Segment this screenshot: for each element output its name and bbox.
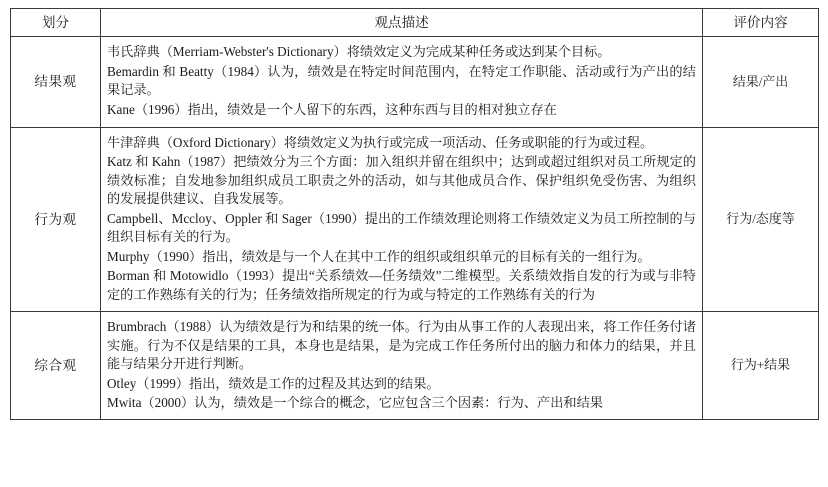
description-paragraph: 韦氏辞典（Merriam-Webster's Dictionary）将绩效定义为完成某种任务或达到某个目标。	[107, 44, 611, 60]
cell-description	[101, 311, 703, 419]
table-body	[11, 37, 819, 420]
table-row	[11, 127, 819, 311]
description-paragraph: Otley（1999）指出，绩效是工作的过程及其达到的结果。	[107, 375, 440, 391]
header-description: 观点描述	[101, 9, 703, 37]
cell-description	[101, 37, 703, 127]
table-row	[11, 37, 819, 127]
description-paragraph: Bemardin 和 Beatty（1984）认为，绩效是在特定时间范围内，在特定工作职能、活动或行为产出的结果记录。	[107, 63, 696, 98]
cell-evaluation: 结果/产出	[703, 37, 819, 127]
header-evaluation: 评价内容	[703, 9, 819, 37]
table-header-row	[11, 9, 819, 37]
description-paragraph: Mwita（2000）认为，绩效是一个综合的概念，它应包含三个因素：行为、产出和结果	[107, 394, 603, 410]
description-paragraph: Kane（1996）指出，绩效是一个人留下的东西，这种东西与目的相对独立存在	[107, 101, 557, 117]
cell-division: 行为观	[11, 127, 101, 311]
table-row	[11, 311, 819, 419]
cell-division: 结果观	[11, 37, 101, 127]
description-paragraph: Borman 和 Motowidlo（1993）提出“关系绩效—任务绩效”二维模型。关系绩效指自发的行为或与非特定的工作熟练有关的行为；任务绩效指所规定的行为或与特定的工作熟练有关的行为	[107, 267, 696, 302]
cell-evaluation: 行为/态度等	[703, 127, 819, 311]
header-division: 划分	[11, 9, 101, 37]
table-header	[11, 9, 819, 37]
description-paragraph: Campbell、Mccloy、Oppler 和 Sager（1990）提出的工作绩效理论则将工作绩效定义为员工所控制的与组织目标有关的行为。	[107, 210, 696, 245]
description-paragraph: Murphy（1990）指出，绩效是与一个人在其中工作的组织或组织单元的目标有关的一组行为。	[107, 248, 651, 264]
description-paragraph: Brumbrach（1988）认为绩效是行为和结果的统一体。行为由从事工作的人表现出来，将工作任务付诸实施。行为不仅是结果的工具，本身也是结果，是为完成工作任务所付出的脑力和体力的结果，并且能与结果分开进行判断。	[107, 318, 696, 372]
cell-description	[101, 127, 703, 311]
cell-evaluation: 行为+结果	[703, 311, 819, 419]
performance-definitions-table	[10, 8, 819, 420]
description-paragraph: Katz 和 Kahn（1987）把绩效分为三个方面：加入组织并留在组织中；达到或超过组织对员工所规定的绩效标准；自发地参加组织成员工职责之外的活动，如与其他成员合作、保护组织免受伤害、为组织的发展提供建议、自我发展等。	[107, 153, 696, 207]
description-paragraph: 牛津辞典（Oxford Dictionary）将绩效定义为执行或完成一项活动、任务或职能的行为或过程。	[107, 134, 654, 150]
cell-division: 综合观	[11, 311, 101, 419]
